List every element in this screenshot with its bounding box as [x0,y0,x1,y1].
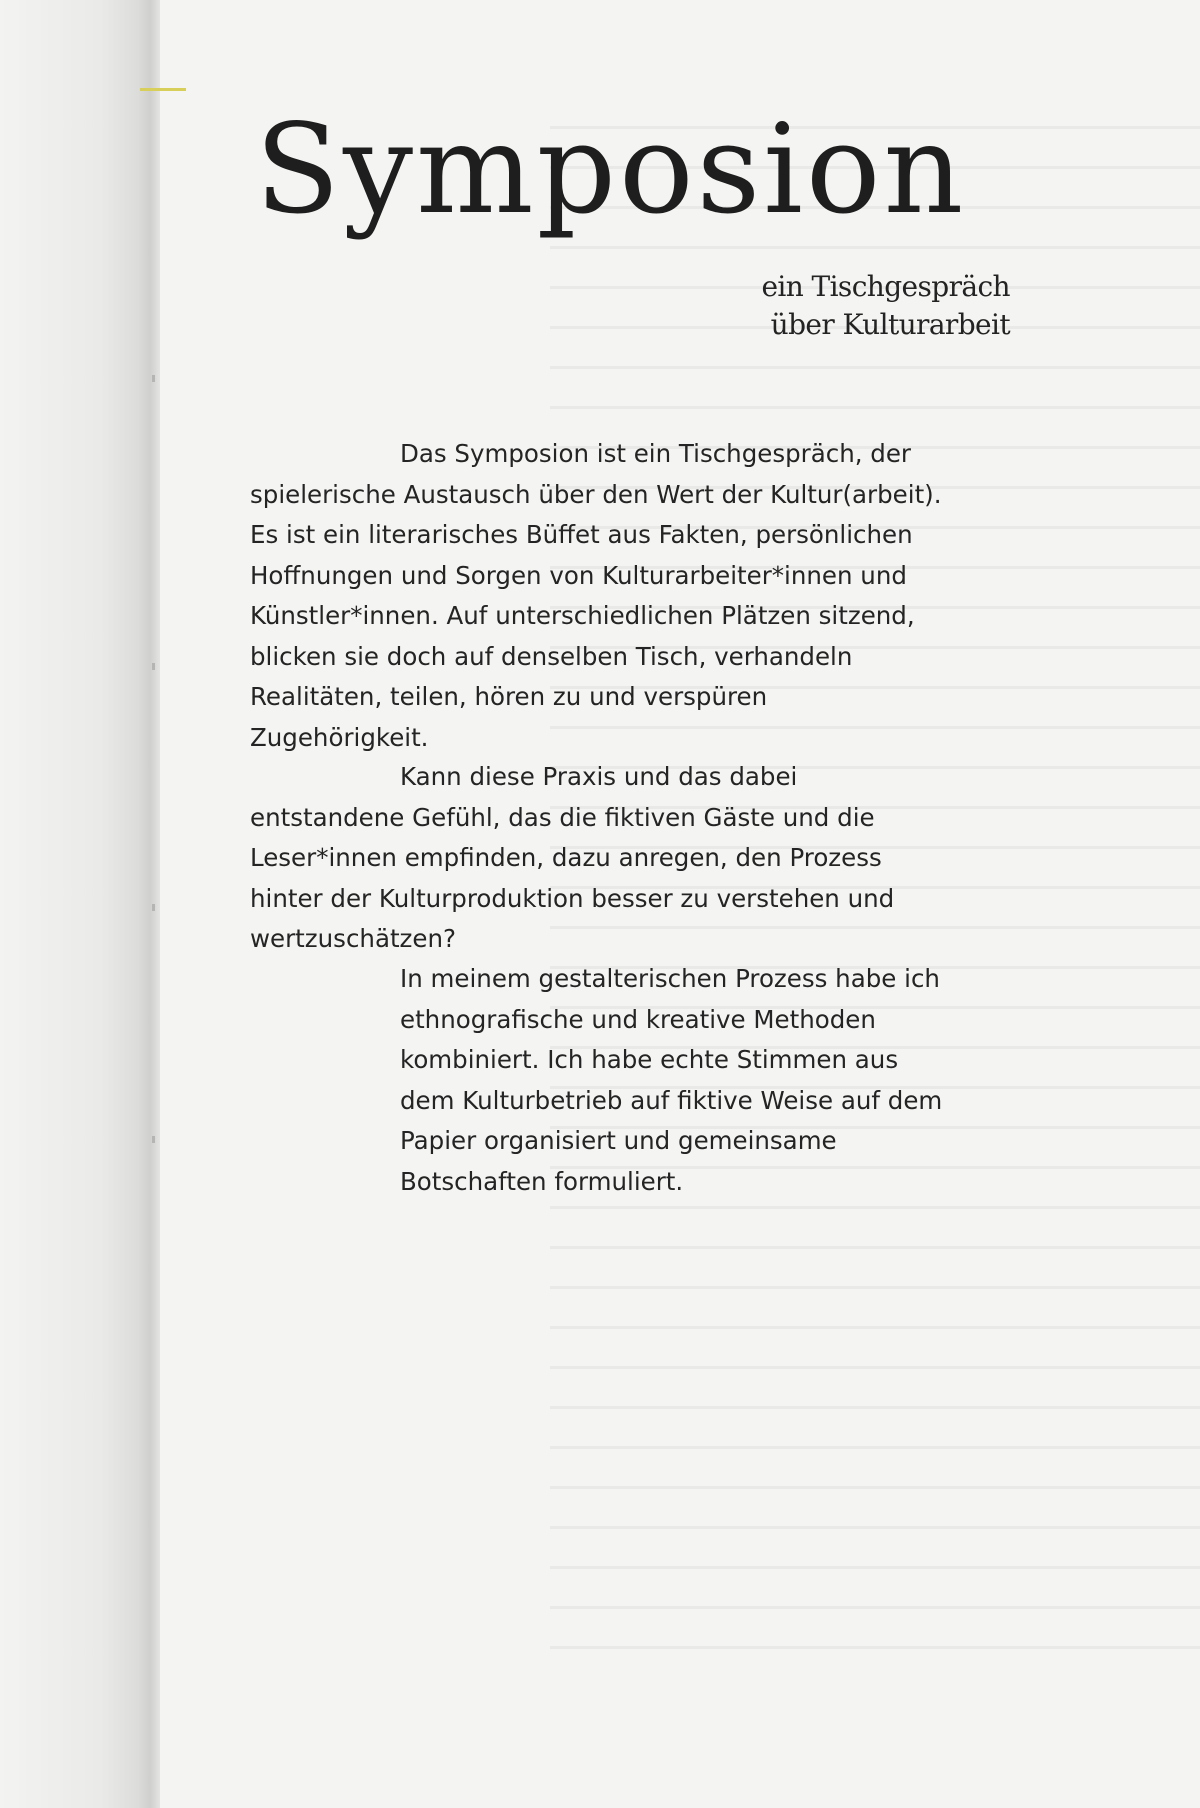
binding-mark [152,904,155,911]
book-gutter [0,0,160,1808]
paragraph-2: Kann diese Praxis und das dabei entstandene Gefühl, das die fiktiven Gäste und die Leser*innen empfinden, dazu anregen, den Prozess hinter der Kulturproduktion besser zu verstehen und wertzuschätzen? [250,762,895,953]
paragraph-1: Das Symposion ist ein Tischgespräch, der spielerische Austausch über den Wert der Kultur(arbeit). Es ist ein literarisches Büffet aus Fakten, persönlichen Hoffnungen und Sorgen von Kulturarbeiter*innen und Künstler*innen. Auf unterschiedlichen Plätzen sitzend, blicken sie doch auf denselben Tisch, verhandeln Realitäten, teilen, hören zu und verspüren Zugehörigkeit. [250,439,942,752]
binding-mark [152,663,155,670]
paragraph-3: In meinem gestalterischen Prozess habe ich ethnografische und kreative Methoden kombiniert. Ich habe echte Stimmen aus dem Kulturbetrieb auf fiktive Weise auf dem Papier organisiert und gemeinsame Botschaften formuliert. [400,964,943,1196]
intro-paragraph [250,434,950,758]
subtitle-line-1: ein Tischgespräch [761,270,1010,303]
highlight-tick [140,88,186,91]
binding-mark [152,375,155,382]
subtitle [560,268,1010,344]
question-paragraph [250,757,950,960]
process-paragraph [400,959,960,1202]
subtitle-line-2: über Kulturarbeit [770,308,1010,341]
page-title: Symposion [255,98,967,242]
binding-mark [152,1136,155,1143]
